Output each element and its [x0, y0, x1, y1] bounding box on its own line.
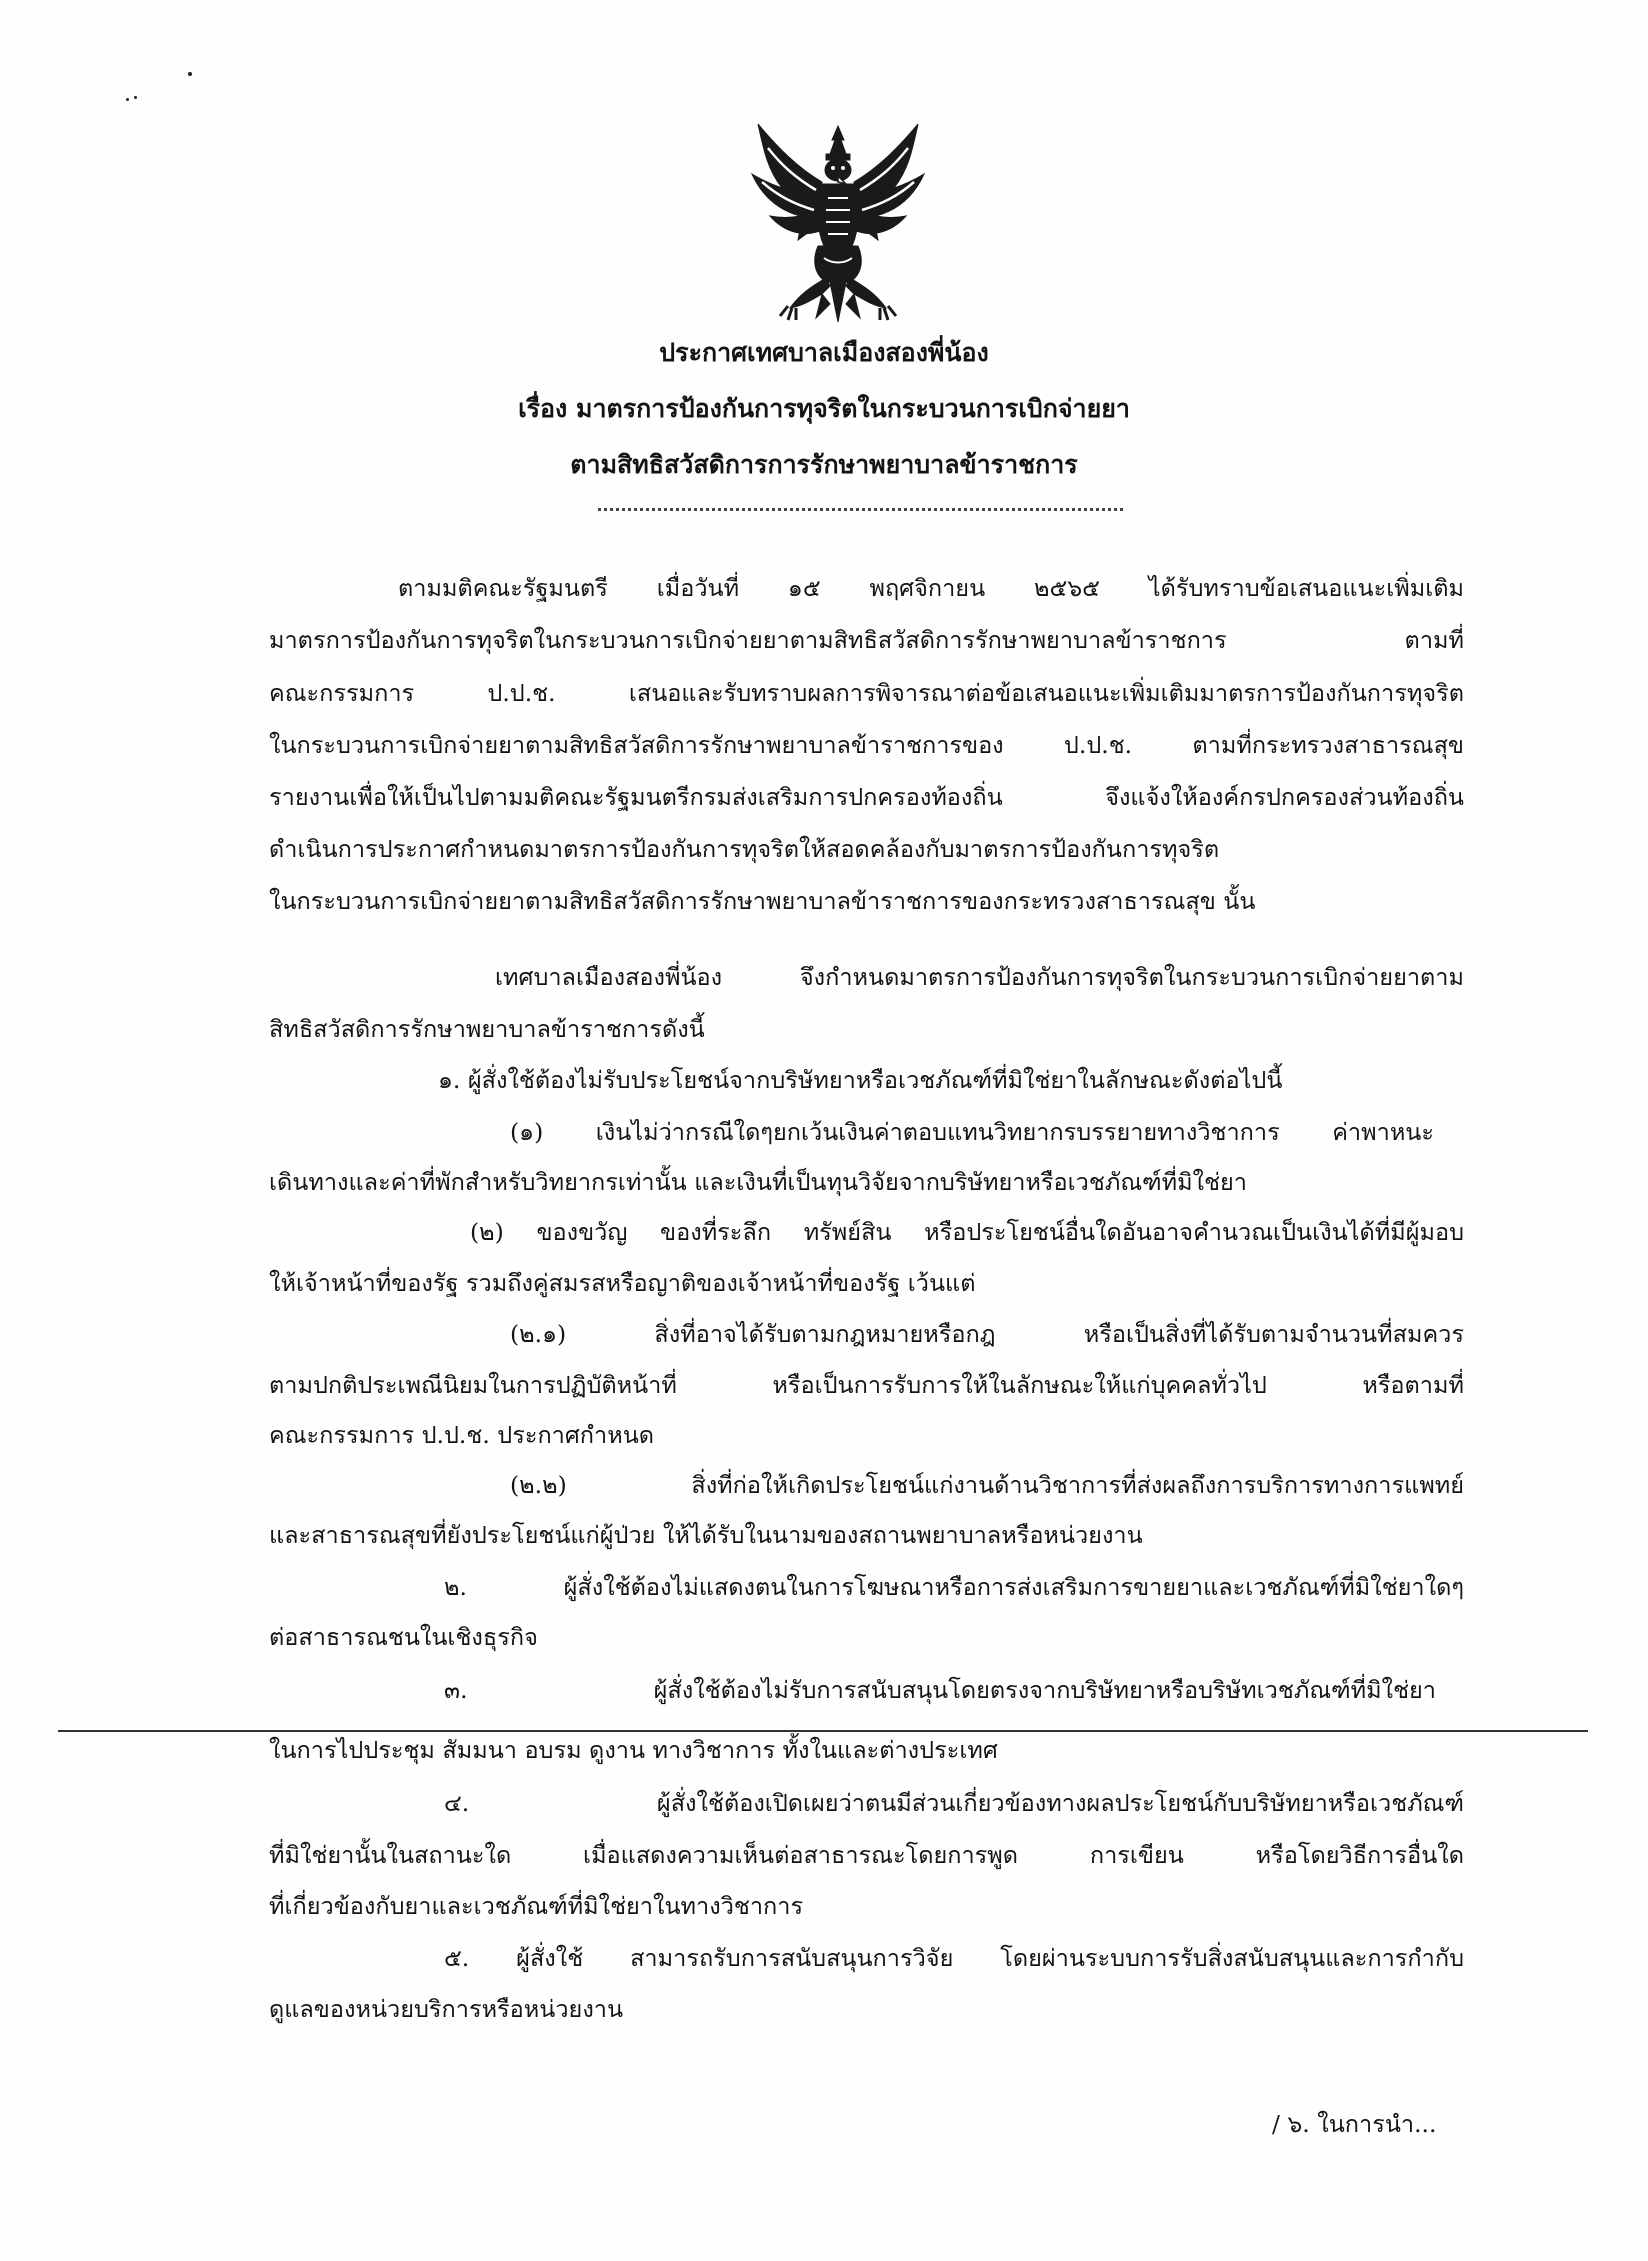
measure-1-item-2: (๒) ของขวัญ ของที่ระลึก ทรัพย์สิน หรือประโยชน์อื่นใดอันอาจคำนวณเป็นเงินได้ที่มีผู้มอบ — [470, 1218, 1464, 1246]
preamble-line: รายงานเพื่อให้เป็นไปตามมติคณะรัฐมนตรีกรมส่งเสริมการปกครองท้องถิ่น จึงแจ้งให้องค์กรปกครองส่วนท้องถิ่น — [269, 783, 1464, 811]
measure-1-item-2-2: และสาธารณสุขที่ยังประโยชน์แก่ผู้ป่วย ให้ได้รับในนามของสถานพยาบาลหรือหน่วยงาน — [269, 1521, 1143, 1549]
preamble-line: ในกระบวนการเบิกจ่ายยาตามสิทธิสวัสดิการรักษาพยาบาลข้าราชการของกระทรวงสาธารณสุข นั้น — [269, 887, 1256, 915]
announcement-subject-continued: ตามสิทธิสวัสดิการการรักษาพยาบาลข้าราชการ — [570, 450, 1078, 479]
measure-3: ๓. ผู้สั่งใช้ต้องไม่รับการสนับสนุนโดยตรงจากบริษัทยาหรือบริษัทเวชภัณฑ์ที่มิใช่ยา — [444, 1676, 1436, 1704]
dotted-divider — [598, 508, 1123, 511]
scan-speck — [126, 98, 129, 101]
measure-4: ที่เกี่ยวข้องกับยาและเวชภัณฑ์ที่มิใช่ยาในทางวิชาการ — [269, 1892, 804, 1920]
intro-line: สิทธิสวัสดิการรักษาพยาบาลข้าราชการดังนี้ — [269, 1015, 705, 1043]
measure-2: ต่อสาธารณชนในเชิงธุรกิจ — [269, 1623, 538, 1651]
continuation-note: / ๖. ในการนำ... — [1272, 2110, 1437, 2138]
preamble-line: มาตรการป้องกันการทุจริตในกระบวนการเบิกจ่ายยาตามสิทธิสวัสดิการรักษาพยาบาลข้าราชการ ตามที่ — [269, 626, 1464, 654]
measure-1-item-2-1: คณะกรรมการ ป.ป.ช. ประกาศกำหนด — [269, 1421, 655, 1449]
preamble-line: ในกระบวนการเบิกจ่ายยาตามสิทธิสวัสดิการรักษาพยาบาลข้าราชการของ ป.ป.ช. ตามที่กระทรวงสาธารณสุข — [269, 731, 1464, 759]
scan-speck — [134, 96, 137, 99]
preamble-line: ดำเนินการประกาศกำหนดมาตรการป้องกันการทุจริตให้สอดคล้องกับมาตรการป้องกันการทุจริต — [269, 835, 1220, 863]
measure-1-item-2-1: ตามปกติประเพณีนิยมในการปฏิบัติหน้าที่ หรือเป็นการรับการให้ในลักษณะให้แก่บุคคลทั่วไป หรือตามที่ — [269, 1371, 1464, 1399]
measure-5: ดูแลของหน่วยบริการหรือหน่วยงาน — [269, 1995, 624, 2023]
measure-1-item-2: ให้เจ้าหน้าที่ของรัฐ รวมถึงคู่สมรสหรือญาติของเจ้าหน้าที่ของรัฐ เว้นแต่ — [269, 1269, 976, 1297]
preamble-line: ตามมติคณะรัฐมนตรี เมื่อวันที่ ๑๕ พฤศจิกายน ๒๕๖๕ ได้รับทราบข้อเสนอแนะเพิ่มเติม — [398, 574, 1464, 602]
intro-line: เทศบาลเมืองสองพี่น้อง จึงกำหนดมาตรการป้องกันการทุจริตในกระบวนการเบิกจ่ายยาตาม — [495, 963, 1464, 991]
preamble-line: คณะกรรมการ ป.ป.ช. เสนอและรับทราบผลการพิจารณาต่อข้อเสนอแนะเพิ่มเติมมาตรการป้องกันการทุจริต — [269, 679, 1464, 707]
measure-1-item-1: (๑) เงินไม่ว่ากรณีใดๆยกเว้นเงินค่าตอบแทนวิทยากรบรรยายทางวิชาการ ค่าพาหนะ — [510, 1118, 1434, 1146]
measure-4: ๔. ผู้สั่งใช้ต้องเปิดเผยว่าตนมีส่วนเกี่ยวข้องทางผลประโยชน์กับบริษัทยาหรือเวชภัณฑ์ — [444, 1789, 1464, 1817]
measure-4: ที่มิใช่ยานั้นในสถานะใด เมื่อแสดงความเห็นต่อสาธารณะโดยการพูด การเขียน หรือโดยวิธีการอื่นใด — [269, 1841, 1464, 1869]
measure-5: ๕. ผู้สั่งใช้ สามารถรับการสนับสนุนการวิจัย โดยผ่านระบบการรับสิ่งสนับสนุนและการกำกับ — [444, 1944, 1464, 1972]
measure-1-item-1: เดินทางและค่าที่พักสำหรับวิทยากรเท่านั้น และเงินที่เป็นทุนวิจัยจากบริษัทยาหรือเวชภัณฑ์ที่มิใช่ยา — [269, 1168, 1247, 1196]
measure-1-item-2-1: (๒.๑) สิ่งที่อาจได้รับตามกฎหมายหรือกฎ หรือเป็นสิ่งที่ได้รับตามจำนวนที่สมควร — [510, 1320, 1464, 1348]
scan-speck — [188, 72, 192, 76]
garuda-emblem-icon — [738, 118, 938, 328]
measure-3: ในการไปประชุม สัมมนา อบรม ดูงาน ทางวิชาการ ทั้งในและต่างประเทศ — [269, 1736, 998, 1764]
announcement-subject: เรื่อง มาตรการป้องกันการทุจริตในกระบวนการเบิกจ่ายยา — [518, 394, 1130, 423]
measure-1: ๑. ผู้สั่งใช้ต้องไม่รับประโยชน์จากบริษัทยาหรือเวชภัณฑ์ที่มิใช่ยาในลักษณะดังต่อไปนี้ — [438, 1066, 1283, 1094]
horizontal-rule — [58, 1730, 1588, 1732]
announcement-title: ประกาศเทศบาลเมืองสองพี่น้อง — [659, 338, 989, 367]
measure-2: ๒. ผู้สั่งใช้ต้องไม่แสดงตนในการโฆษณาหรือการส่งเสริมการขายยาและเวชภัณฑ์ที่มิใช่ยาใดๆ — [444, 1573, 1464, 1601]
measure-1-item-2-2: (๒.๒) สิ่งที่ก่อให้เกิดประโยชน์แก่งานด้านวิชาการที่ส่งผลถึงการบริการทางการแพทย์ — [510, 1471, 1464, 1499]
